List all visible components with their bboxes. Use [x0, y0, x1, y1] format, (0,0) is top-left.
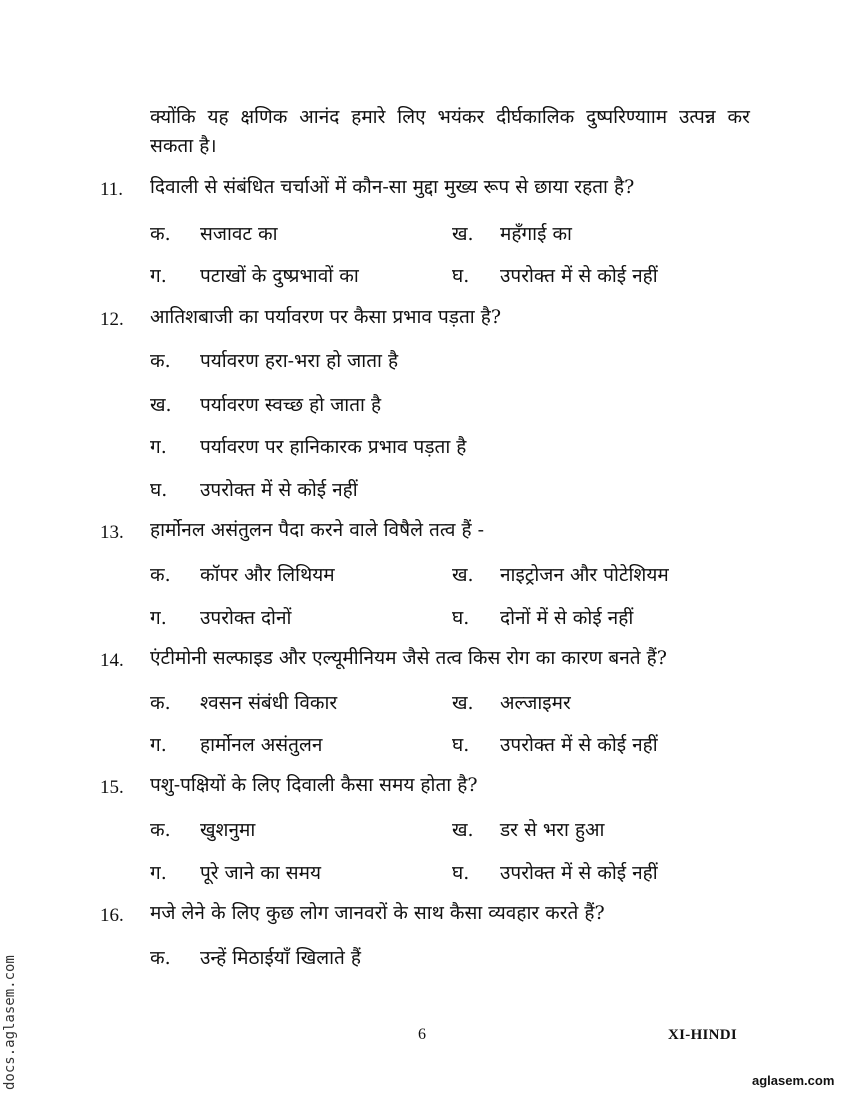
option-text: उपरोक्त में से कोई नहीं [500, 862, 658, 884]
option-text: डर से भरा हुआ [500, 819, 605, 841]
intro-line-1 [150, 103, 750, 129]
option-text: उपरोक्त दोनों [200, 607, 292, 629]
option-text: अल्जाइमर [500, 692, 571, 714]
intro-line-2: सकता है। [150, 135, 217, 157]
question-number: 13. [100, 522, 124, 543]
question-number: 16. [100, 905, 124, 926]
option-text: उन्हें मिठाईयाँ खिलाते हैं [200, 947, 361, 969]
option-letter: घ. [150, 479, 168, 501]
intro-word: हमारे [351, 106, 386, 128]
option-letter: ग. [150, 734, 167, 756]
intro-word: दीर्घकालिक [496, 106, 575, 128]
intro-word: उत्पन्न [679, 106, 716, 128]
question-text: मजे लेने के लिए कुछ लोग जानवरों के साथ कैसा व्यवहार करते हैं? [150, 902, 605, 924]
option-text: श्वसन संबंधी विकार [200, 692, 338, 714]
intro-word: भयंकर [437, 106, 485, 128]
option-letter: क. [150, 947, 171, 969]
question-number: 11. [100, 179, 124, 200]
option-letter: ग. [150, 607, 167, 629]
intro-word: लिए [397, 106, 426, 128]
option-letter: घ. [452, 265, 470, 287]
option-text: नाइट्रोजन और पोटेशियम [500, 564, 669, 586]
question-text: हार्मोनल असंतुलन पैदा करने वाले विषैले तत्व हैं - [150, 519, 485, 541]
intro-word: कर [727, 106, 750, 128]
option-text: पर्यावरण स्वच्छ हो जाता है [200, 394, 382, 416]
option-letter: ख. [150, 394, 172, 416]
option-text: महँगाई का [500, 223, 572, 245]
option-letter: घ. [452, 862, 470, 884]
intro-word: दुष्परिण्यााम [586, 106, 668, 128]
option-letter: ख. [452, 692, 474, 714]
option-text: सजावट का [200, 223, 278, 245]
intro-word: यह [207, 106, 229, 128]
option-letter: क. [150, 223, 171, 245]
option-text: दोनों में से कोई नहीं [500, 607, 634, 629]
option-letter: क. [150, 564, 171, 586]
question-text: दिवाली से संबंधित चर्चाओं में कौन-सा मुद्दा मुख्य रूप से छाया रहता है? [150, 176, 635, 198]
option-text: उपरोक्त में से कोई नहीं [200, 479, 358, 501]
question-text: आतिशबाजी का पर्यावरण पर कैसा प्रभाव पड़ता है? [150, 306, 502, 328]
option-letter: ग. [150, 862, 167, 884]
question-text: पशु-पक्षियों के लिए दिवाली कैसा समय होता है? [150, 774, 478, 796]
option-letter: ख. [452, 819, 474, 841]
option-letter: घ. [452, 607, 470, 629]
option-text: पटाखों के दुष्प्रभावों का [200, 265, 359, 287]
page-number: 6 [418, 1026, 426, 1043]
question-number: 12. [100, 309, 124, 330]
question-number: 14. [100, 650, 124, 671]
option-text: हार्मोनल असंतुलन [200, 734, 323, 756]
option-letter: क. [150, 819, 171, 841]
option-text: पूरे जाने का समय [200, 862, 321, 884]
side-url-watermark: docs.aglasem.com [2, 955, 18, 1090]
option-letter: ग. [150, 265, 167, 287]
intro-word: क्षणिक [240, 106, 288, 128]
option-letter: क. [150, 692, 171, 714]
intro-word: आनंद [299, 106, 340, 128]
intro-word: क्योंकि [150, 106, 196, 128]
option-text: उपरोक्त में से कोई नहीं [500, 734, 658, 756]
option-letter: क. [150, 350, 171, 372]
option-letter: ख. [452, 564, 474, 586]
option-text: उपरोक्त में से कोई नहीं [500, 265, 658, 287]
option-text: पर्यावरण पर हानिकारक प्रभाव पड़ता है [200, 436, 467, 458]
option-letter: घ. [452, 734, 470, 756]
option-text: कॉपर और लिथियम [200, 564, 335, 586]
paper-code: XI-HINDI [668, 1027, 738, 1043]
option-text: खुशनुमा [200, 819, 256, 841]
brand-watermark: aglasem.com [752, 1073, 835, 1088]
option-text: पर्यावरण हरा-भरा हो जाता है [200, 350, 399, 372]
question-number: 15. [100, 777, 124, 798]
option-letter: ख. [452, 223, 474, 245]
question-text: एंटीमोनी सल्फाइड और एल्यूमीनियम जैसे तत्व किस रोग का कारण बनते हैं? [150, 647, 667, 669]
option-letter: ग. [150, 436, 167, 458]
